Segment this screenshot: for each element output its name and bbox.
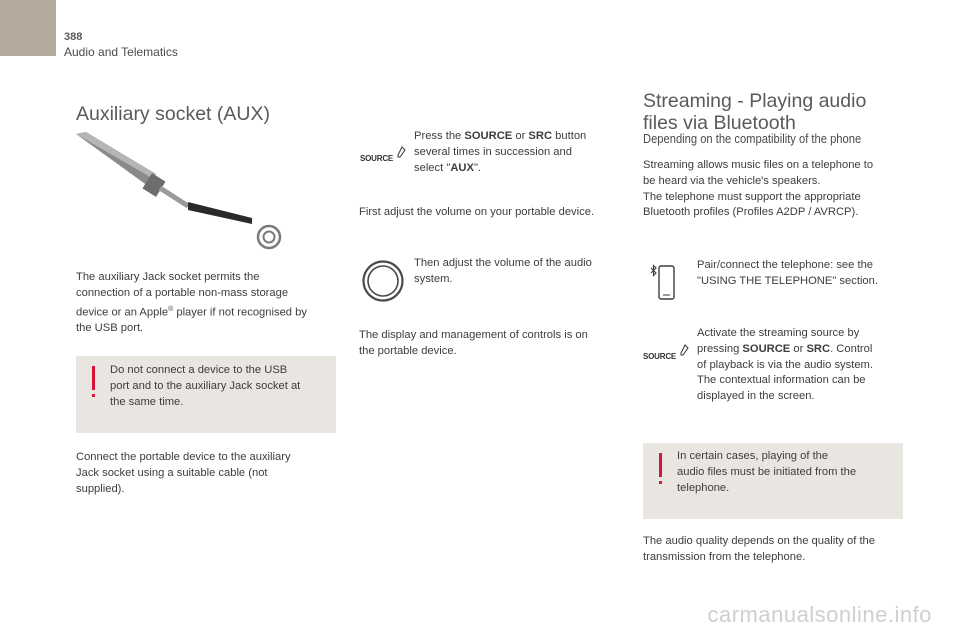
aux-description: The auxiliary Jack socket permits the connection of a portable non-mass storage device or an Apple® player if not recognised by the USB port. bbox=[76, 271, 307, 335]
source-button-icon: SOURCE bbox=[360, 148, 410, 162]
pair-telephone-text: Pair/connect the telephone: see the "USING THE TELEPHONE" section. bbox=[697, 259, 878, 287]
streaming-warning-box bbox=[643, 443, 903, 519]
aux-title: Auxiliary socket (AUX) bbox=[76, 103, 270, 125]
aux-connect-text: Connect the portable device to the auxiliary Jack socket using a suitable cable (not supplied). bbox=[76, 451, 291, 495]
source-button-icon-2: SOURCE bbox=[643, 346, 693, 360]
finger-press-icon bbox=[680, 344, 689, 356]
warning-icon bbox=[92, 366, 95, 390]
activate-streaming-text: Activate the streaming source by pressing SOURCE or SRC. Control of playback is via the audio system. The contextual information can be displayed in the screen. bbox=[697, 327, 873, 403]
streaming-intro: Streaming allows music files on a telephone to be heard via the vehicle's speakers. The telephone must support the appropriate Bluetooth profiles (Profiles A2DP / AVRCP). bbox=[643, 159, 874, 219]
volume-then-text: Then adjust the volume of the audio system. bbox=[414, 257, 592, 285]
phone-bluetooth-icon bbox=[648, 262, 678, 302]
streaming-subtitle: Depending on the compatibility of the phone bbox=[643, 131, 862, 146]
warning-icon-dot bbox=[92, 394, 95, 397]
display-text: The display and management of controls is on the portable device. bbox=[359, 329, 588, 357]
jack-plug-illustration bbox=[76, 132, 288, 250]
streaming-title: Streaming - Playing audio files via Bluetooth bbox=[643, 90, 867, 134]
audio-quality-text: The audio quality depends on the quality of the transmission from the telephone. bbox=[643, 535, 875, 563]
finger-press-icon bbox=[397, 146, 406, 158]
page-number: 388 bbox=[64, 31, 83, 43]
page-corner-tab bbox=[0, 0, 56, 56]
streaming-warning-text: In certain cases, playing of the audio files must be initiated from the telephone. bbox=[677, 450, 857, 494]
volume-first-text: First adjust the volume on your portable device. bbox=[359, 206, 595, 218]
warning-icon bbox=[659, 453, 662, 477]
page-section-title: Audio and Telematics bbox=[64, 45, 178, 59]
aux-warning-box bbox=[76, 356, 336, 433]
watermark: carmanualsonline.info bbox=[707, 602, 932, 627]
warning-icon-dot bbox=[659, 481, 662, 484]
aux-warning-text: Do not connect a device to the USB port and to the auxiliary Jack socket at the same time. bbox=[110, 364, 301, 408]
press-source-text: Press the SOURCE or SRC button several times in succession and select "AUX". bbox=[414, 130, 587, 174]
volume-knob-icon bbox=[361, 259, 405, 303]
